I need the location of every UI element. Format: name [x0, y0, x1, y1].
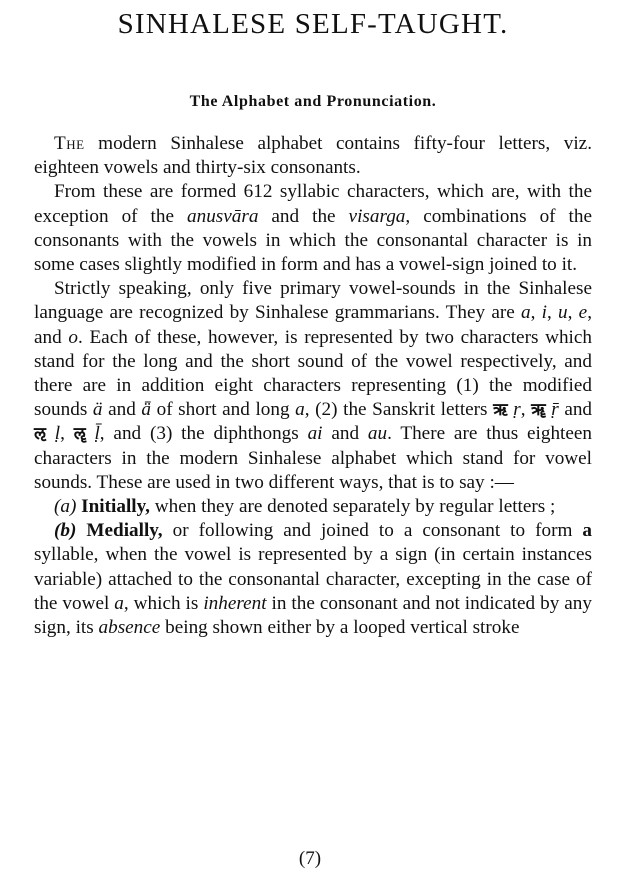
translit-l: ḷ — [54, 423, 61, 445]
paragraph-alphabet-count — [34, 132, 592, 180]
vowel-i: i — [541, 302, 547, 324]
text-run: being shown either by a looped vertical stroke — [160, 617, 520, 639]
modified-short-a: ä — [92, 399, 103, 421]
list-item-initially — [34, 495, 592, 519]
text-run: , combinations of the consonants with the vowels in which the consonantal character is in some cases slightly modified in form and has a vowel-sign joined to it. — [34, 205, 592, 276]
vowel-a: a — [295, 399, 305, 421]
list-item-medially — [34, 519, 592, 640]
text-run: , and (3) the diphthongs — [99, 423, 308, 445]
text-run: From these are formed 612 syllabic characters, which are, with the exception of the — [34, 181, 592, 227]
paragraph-lead-word: The — [54, 133, 85, 154]
bold-article: a — [582, 520, 592, 542]
term-inherent: inherent — [203, 592, 267, 614]
paragraph-text: modern Sinhalese alphabet contains fifty-four letters, viz. eighteen vowels and thirty-six consonants. — [34, 133, 592, 179]
text-run: , which is — [123, 592, 204, 614]
text-run: or following and joined to a consonant to form — [162, 520, 583, 542]
page-number: (7) — [298, 848, 322, 869]
term-absence: absence — [98, 617, 161, 639]
item-label: (b) — [54, 520, 77, 542]
modified-long-a: ǟ — [141, 399, 151, 421]
text-run: . There are thus eighteen characters in the modern Sinhalese alphabet which stand for vowel sounds. These are used in two different ways, that is to say :— — [34, 423, 593, 493]
text-run: , — [530, 302, 542, 324]
devanagari-ll: ॡ — [73, 424, 86, 445]
text-run: Strictly speaking, only five primary vowel-sounds in the Sinhalese language are recognized by Sinhalese grammarians. They are — [34, 278, 592, 324]
diphthong-au: au — [367, 423, 388, 445]
vowel-a: a — [521, 302, 531, 324]
term-visarga: visarga — [348, 205, 406, 227]
translit-r: ṛ — [513, 399, 521, 421]
translit-ll: ḹ — [94, 423, 100, 445]
translit-rr: ṝ — [551, 399, 559, 421]
text-run: and the — [258, 205, 349, 227]
text-run: , — [546, 302, 559, 324]
text-run: , — [520, 399, 532, 421]
vowel-e: e — [578, 302, 588, 324]
text-run: and — [558, 399, 593, 421]
item-label: (a) — [54, 496, 77, 518]
devanagari-l: ऌ — [34, 424, 46, 445]
text-run: when they are denoted separately by regular letters ; — [149, 496, 556, 518]
term-anusvara: anusvāra — [187, 205, 259, 227]
text-run: , — [60, 423, 74, 445]
item-term: Medially, — [86, 520, 163, 542]
text-run: and — [322, 423, 368, 445]
paragraph-syllabic-characters — [34, 180, 592, 277]
text-run: , and — [34, 302, 592, 348]
devanagari-rr: ॠ — [531, 400, 546, 421]
text-run: and — [102, 399, 142, 421]
page-body — [34, 132, 592, 640]
vowel-o: o — [68, 326, 78, 348]
text-run: syllable, when the vowel is represented by a sign (in certain instances variable) attached to the consonantal character, excepting in the case of the vowel — [34, 544, 592, 614]
vowel-a: a — [114, 592, 124, 614]
text-run: . Each of these, however, is represented by two characters which stand for the long and the short sound of the vowel respectively, and there are in addition eight characters representing (1) the modified sounds — [34, 326, 592, 421]
text-run: in the consonant and not indicated by any sign, its — [34, 592, 592, 639]
paragraph-vowel-sounds — [34, 277, 592, 495]
section-heading: The Alphabet and Pronunciation. — [189, 93, 437, 110]
text-run: , — [567, 302, 579, 324]
diphthong-ai: ai — [307, 423, 323, 445]
text-run: , (2) the Sanskrit letters — [304, 399, 494, 421]
vowel-u: u — [558, 302, 568, 324]
devanagari-r: ऋ — [493, 400, 508, 421]
page-title: SINHALESE SELF-TAUGHT. — [117, 8, 509, 40]
item-term: Initially, — [81, 496, 150, 518]
text-run: of short and long — [151, 399, 296, 421]
